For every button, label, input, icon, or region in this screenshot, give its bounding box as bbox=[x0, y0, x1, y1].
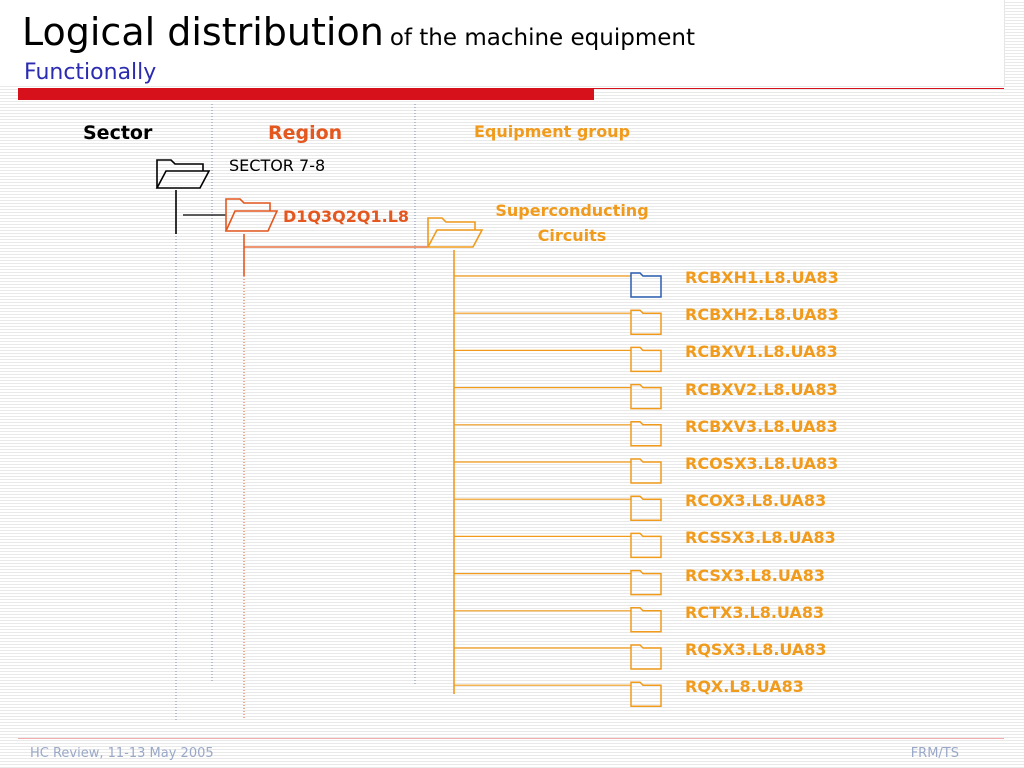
circuit-item-label[interactable]: RCBXV2.L8.UA83 bbox=[685, 379, 838, 399]
region-node-label[interactable]: D1Q3Q2Q1.L8 bbox=[283, 207, 410, 226]
circuit-item-label[interactable]: RCBXV1.L8.UA83 bbox=[685, 342, 838, 362]
sector-node-label[interactable]: SECTOR 7-8 bbox=[229, 156, 326, 175]
sector-folder-icon[interactable] bbox=[157, 160, 209, 188]
group-node-label[interactable] bbox=[486, 198, 658, 248]
circuit-item-label[interactable]: RCSSX3.L8.UA83 bbox=[685, 528, 836, 548]
group-folder-icon[interactable] bbox=[428, 218, 482, 247]
circuit-folder-icon[interactable] bbox=[631, 608, 661, 632]
circuit-folder-icon[interactable] bbox=[631, 422, 661, 446]
column-header-equipment-group: Equipment group bbox=[474, 122, 631, 141]
footer-left-text: HC Review, 11-13 May 2005 bbox=[30, 746, 214, 761]
circuit-item-label[interactable]: RQX.L8.UA83 bbox=[685, 677, 804, 697]
circuit-folder-icon[interactable] bbox=[631, 310, 661, 334]
circuit-folder-icon[interactable] bbox=[631, 459, 661, 483]
footer-divider bbox=[18, 738, 1004, 739]
circuit-folder-icon[interactable] bbox=[631, 571, 661, 595]
circuit-folder-icon[interactable] bbox=[631, 273, 661, 297]
column-header-region: Region bbox=[268, 122, 343, 144]
circuit-folder-icon[interactable] bbox=[631, 533, 661, 557]
circuit-item-label[interactable]: RCBXV3.L8.UA83 bbox=[685, 416, 838, 436]
circuit-item-label[interactable]: RQSX3.L8.UA83 bbox=[685, 640, 827, 659]
circuit-folder-icon[interactable] bbox=[631, 645, 661, 669]
circuit-item-label[interactable]: RCBXH1.L8.UA83 bbox=[685, 268, 839, 287]
circuit-item-label[interactable]: RCOX3.L8.UA83 bbox=[685, 491, 827, 511]
circuit-item-label[interactable]: RCSX3.L8.UA83 bbox=[685, 565, 825, 585]
title-sub: of the machine equipment bbox=[389, 25, 695, 51]
circuit-item-label[interactable]: RCBXH2.L8.UA83 bbox=[685, 305, 839, 325]
footer-right-text: FRM/TS bbox=[910, 746, 959, 761]
circuit-item-label[interactable]: RCOSX3.L8.UA83 bbox=[685, 454, 839, 473]
circuit-branches bbox=[454, 273, 661, 706]
column-header-sector: Sector bbox=[83, 122, 153, 144]
circuit-folder-icon[interactable] bbox=[631, 682, 661, 706]
page-subtitle: Functionally bbox=[24, 60, 157, 85]
group-label-line-2: Circuits bbox=[537, 226, 607, 245]
group-label-line-1: Superconducting bbox=[495, 201, 649, 220]
circuit-folder-icon[interactable] bbox=[631, 496, 661, 520]
circuit-folder-icon[interactable] bbox=[631, 347, 661, 371]
title-main: Logical distribution bbox=[22, 10, 384, 54]
circuit-item-label[interactable]: RCTX3.L8.UA83 bbox=[685, 602, 825, 622]
circuit-folder-icon[interactable] bbox=[631, 385, 661, 409]
region-folder-icon[interactable] bbox=[226, 199, 277, 231]
